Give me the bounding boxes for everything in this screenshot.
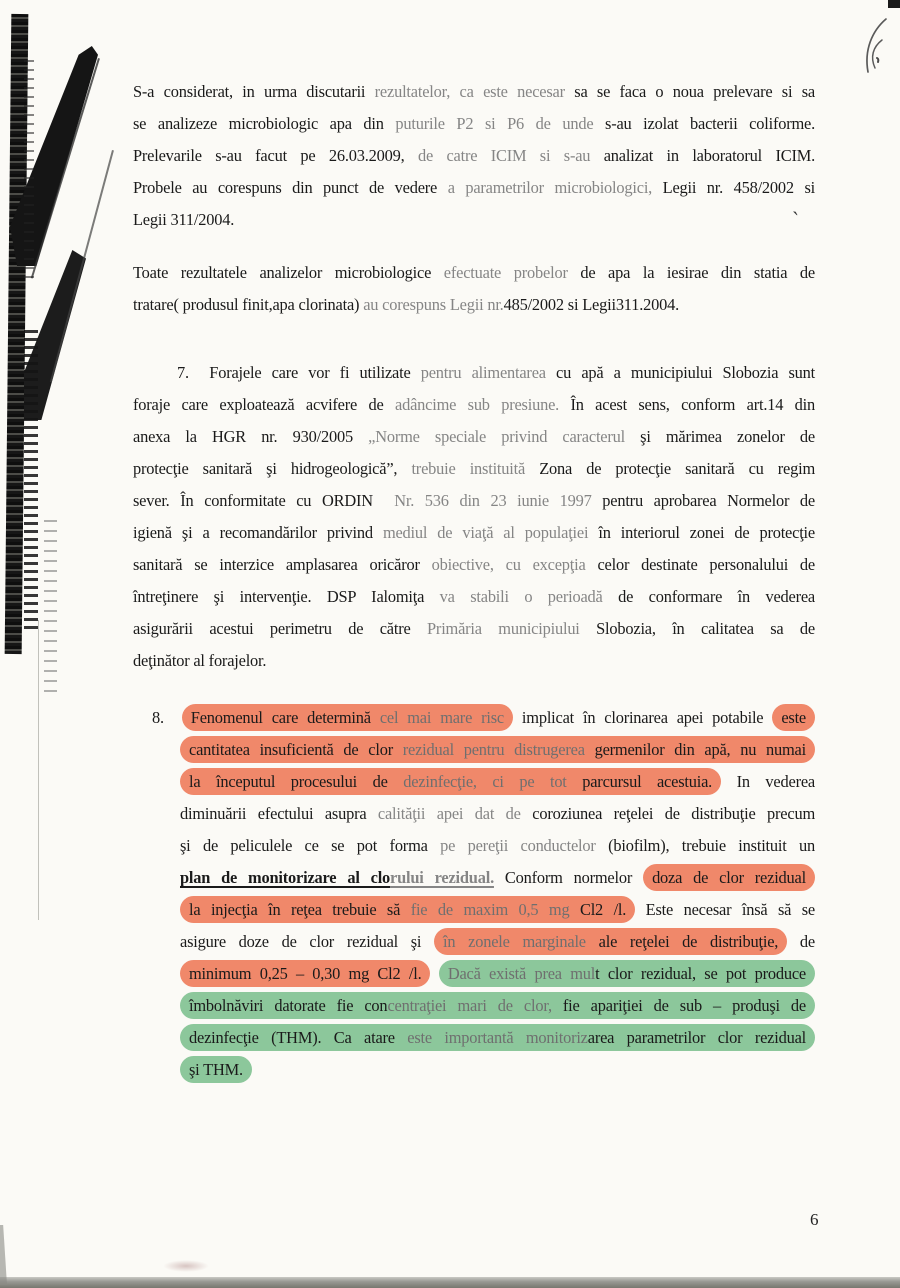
text-segment: Toate rezultatele analizelor microbiologice (133, 263, 444, 282)
text-line (133, 421, 815, 453)
text-line (180, 894, 815, 926)
highlight-orange (772, 704, 815, 731)
text-line (180, 766, 815, 798)
highlight-orange (643, 864, 815, 891)
scanner-edge-shadow (0, 1277, 900, 1288)
text-segment: de catre ICIM si s-au (417, 146, 604, 165)
text-segment: „Norme speciale privind caracterul (368, 427, 641, 446)
text-segment: rului rezidual. (390, 868, 494, 887)
text-segment: îmbolnăviri datorate fie con (189, 996, 388, 1015)
text-segment: diminuării efectului asupra (180, 804, 378, 823)
scan-artifact-left-binding-band (5, 14, 29, 654)
text-segment: minimum 0,25 – 0,30 mg Cl2 /l. (189, 964, 422, 983)
text-segment: calităţii apei dat de (377, 804, 533, 823)
text-segment: dezinfecţie, ci pe tot (403, 772, 583, 791)
paragraph-results (133, 257, 815, 321)
text-segment: protecţie sanitară şi hidrogeologică”, (133, 459, 412, 478)
text-segment: efectuate probelor (443, 263, 581, 282)
text-segment: a parametrilor microbiologici, (447, 178, 663, 197)
text-segment: şi de peliculele ce se pot forma (180, 836, 441, 855)
text-segment: cel mai mare risc (379, 708, 504, 727)
text-line (180, 830, 815, 862)
text-segment: cantitatea insuficientă de clor (189, 740, 403, 759)
text-line (180, 1022, 815, 1054)
text-line (133, 613, 815, 645)
highlight-orange (180, 896, 635, 923)
text-segment: şi THM. (189, 1060, 243, 1079)
text-segment: întreţinere şi intervenţie. DSP Ialomiţa (133, 587, 440, 606)
text-line (133, 76, 815, 108)
text-line (180, 798, 815, 830)
text-segment: de (787, 932, 815, 951)
highlight-green (439, 960, 815, 987)
text-line (180, 926, 815, 958)
text-segment: în interiorul zonei de protecţie (598, 523, 815, 542)
text-segment: In vederea (721, 772, 815, 791)
text-segment: Nr. 536 din 23 iunie 1997 (394, 491, 603, 510)
text-segment: centraţiei mari de clor, (387, 996, 563, 1015)
text-segment: celor destinate personalului de (597, 555, 816, 574)
text-segment: ale reţelei de distribuţie, (598, 932, 779, 951)
text-segment: Zona de protecţie sanitară cu regim (539, 459, 816, 478)
text-segment: area parametrilor clor rezidual (587, 1028, 806, 1047)
text-line (133, 517, 815, 549)
text-segment: deţinător al forajelor. (133, 651, 267, 670)
scan-artifact-stray-accent: ` (789, 206, 801, 233)
highlight-green (180, 992, 815, 1019)
text-segment: asigure doze de clor rezidual şi (180, 932, 435, 951)
highlight-orange (180, 960, 430, 987)
text-line (133, 204, 815, 236)
text-segment: foraje care exploatează acvifere de (133, 395, 396, 414)
text-segment: Prelevarile s-au facut pe 26.03.2009, (133, 146, 418, 165)
text-segment: germenilor din apă, nu numai (594, 740, 806, 759)
text-line (133, 289, 815, 321)
highlight-orange (180, 736, 815, 763)
text-line (180, 990, 815, 1022)
text-segment: mediul de viaţă al populaţiei (382, 523, 599, 542)
page-number: 6 (810, 1210, 819, 1229)
text-segment: asigurării acestui perimetru de către (133, 619, 428, 638)
text-line (133, 257, 815, 289)
text-segment: Fenomenul care determină (190, 708, 380, 727)
text-line (180, 1054, 815, 1086)
text-segment: de apa la iesirae din statia de (580, 263, 815, 282)
text-segment: dezinfecţie (THM). Ca atare (189, 1028, 408, 1047)
text-segment: sever. În conformitate cu ORDIN (133, 491, 395, 510)
scan-artifact-binding-teeth (24, 330, 38, 630)
scan-artifact-bottom-left-edge (0, 1225, 7, 1285)
text-segment: sanitară se interzice amplasarea oricăror (133, 555, 432, 574)
text-segment: Este necesar însă să se (635, 900, 815, 919)
text-line (180, 958, 815, 990)
text-segment: plan de monitorizare al clo (180, 868, 391, 887)
text-line (133, 172, 815, 204)
text-segment: Conform normelor (493, 868, 644, 887)
text-segment: implicat în clorinarea apei potabile (512, 708, 773, 727)
text-segment: rezultatelor, ca este necesar (374, 82, 575, 101)
paragraph-item-8 (152, 702, 816, 1086)
text-segment: sa se faca o noua prelevare si sa (574, 82, 815, 101)
text-segment: pe pereţii conductelor (440, 836, 609, 855)
paragraph-sampling (133, 76, 815, 236)
paragraph-item-7 (133, 357, 815, 677)
text-segment: la injecţia în reţea trebuie să (189, 900, 411, 919)
scan-artifact-diagonal-line-2 (50, 150, 114, 382)
text-segment: puturile P2 si P6 de unde (395, 114, 606, 133)
text-segment: igienă şi a recomandărilor privind (133, 523, 383, 542)
text-segment: doza de clor rezidual (652, 868, 806, 887)
text-segment (430, 964, 438, 983)
text-segment: pentru alimentarea (420, 363, 557, 382)
text-line (133, 485, 815, 517)
text-segment: Legii 311/2004. (133, 210, 235, 229)
text-segment: parcursul acestuia. (582, 772, 713, 791)
highlight-orange (180, 768, 721, 795)
text-segment: este importantă monitoriz (407, 1028, 588, 1047)
scan-artifact-faint-line (38, 620, 39, 920)
text-segment: Legii nr. 458/2002 si (662, 178, 815, 197)
text-segment: (biofilm), trebuie instituit un (608, 836, 816, 855)
text-segment: Probele au corespuns din punct de vedere (133, 178, 448, 197)
scan-artifact-binding-teeth-upper (24, 60, 34, 280)
document-body (133, 76, 815, 1086)
text-segment: obiective, cu excepţia (431, 555, 598, 574)
text-segment: 7. Forajele care vor fi utilizate (177, 363, 421, 382)
text-line (133, 645, 815, 677)
text-segment: se analizeze microbiologic apa din (133, 114, 396, 133)
scan-artifact-tick-marks (44, 520, 57, 700)
highlight-orange (434, 928, 787, 955)
text-line (133, 581, 815, 613)
text-segment: adâncime sub presiune. (395, 395, 571, 414)
text-line (180, 862, 815, 894)
text-segment: anexa la HGR nr. 930/2005 (133, 427, 369, 446)
text-line (133, 357, 815, 389)
scan-artifact-diagonal-wedge (10, 46, 98, 266)
scan-artifact-smudge (163, 1260, 209, 1272)
text-segment: şi mărimea zonelor de (640, 427, 815, 446)
text-segment: pentru aprobarea Normelor de (602, 491, 815, 510)
handwritten-paren-pen-mark (836, 14, 896, 86)
text-segment: au corespuns Legii nr. (363, 295, 504, 314)
text-line (180, 734, 815, 766)
text-line (133, 549, 815, 581)
text-segment: Slobozia, în calitatea sa de (596, 619, 815, 638)
text-segment: trebuie instituită (411, 459, 540, 478)
text-segment: cu apă a municipiului Slobozia sunt (556, 363, 815, 382)
text-segment: coroziunea reţelei de distribuţie precum (532, 804, 815, 823)
text-segment: fie apariţiei de sub – produşi de (562, 996, 807, 1015)
text-segment: la începutul procesului de (189, 772, 404, 791)
text-segment: Primăria municipiului (427, 619, 597, 638)
text-segment: tratare( produsul finit,apa clorinata) (133, 295, 364, 314)
highlight-orange (182, 704, 513, 731)
text-segment: de conformare în vederea (618, 587, 815, 606)
text-segment: este (781, 708, 807, 727)
text-line (133, 389, 815, 421)
scan-artifact-corner-notch (888, 0, 900, 8)
text-segment: Dacă există prea mul (447, 964, 596, 983)
highlight-green (180, 1056, 252, 1083)
text-segment: rezidual pentru distrugerea (402, 740, 595, 759)
text-segment: t clor rezidual, se pot produce (595, 964, 806, 983)
text-segment: în zonele marginale (443, 932, 599, 951)
highlight-green (180, 1024, 815, 1051)
text-line (133, 453, 815, 485)
scan-artifact-diagonal-wedge-2 (24, 250, 86, 420)
text-segment: S-a considerat, in urma discutarii (133, 82, 375, 101)
text-line (133, 140, 815, 172)
text-segment: va stabili o perioadă (439, 587, 619, 606)
text-segment: În acest sens, conform art.14 din (570, 395, 815, 414)
text-line (152, 702, 815, 734)
text-segment: 8. (152, 708, 182, 727)
text-segment: Cl2 /l. (579, 900, 627, 919)
text-segment: analizat in laboratorul ICIM. (603, 146, 815, 165)
scan-artifact-diagonal-line (31, 58, 100, 278)
text-segment: s-au izolat bacterii coliforme. (605, 114, 815, 133)
text-line (133, 108, 815, 140)
text-segment: fie de maxim 0,5 mg (410, 900, 580, 919)
text-segment: 485/2002 si Legii311.2004. (503, 295, 679, 314)
